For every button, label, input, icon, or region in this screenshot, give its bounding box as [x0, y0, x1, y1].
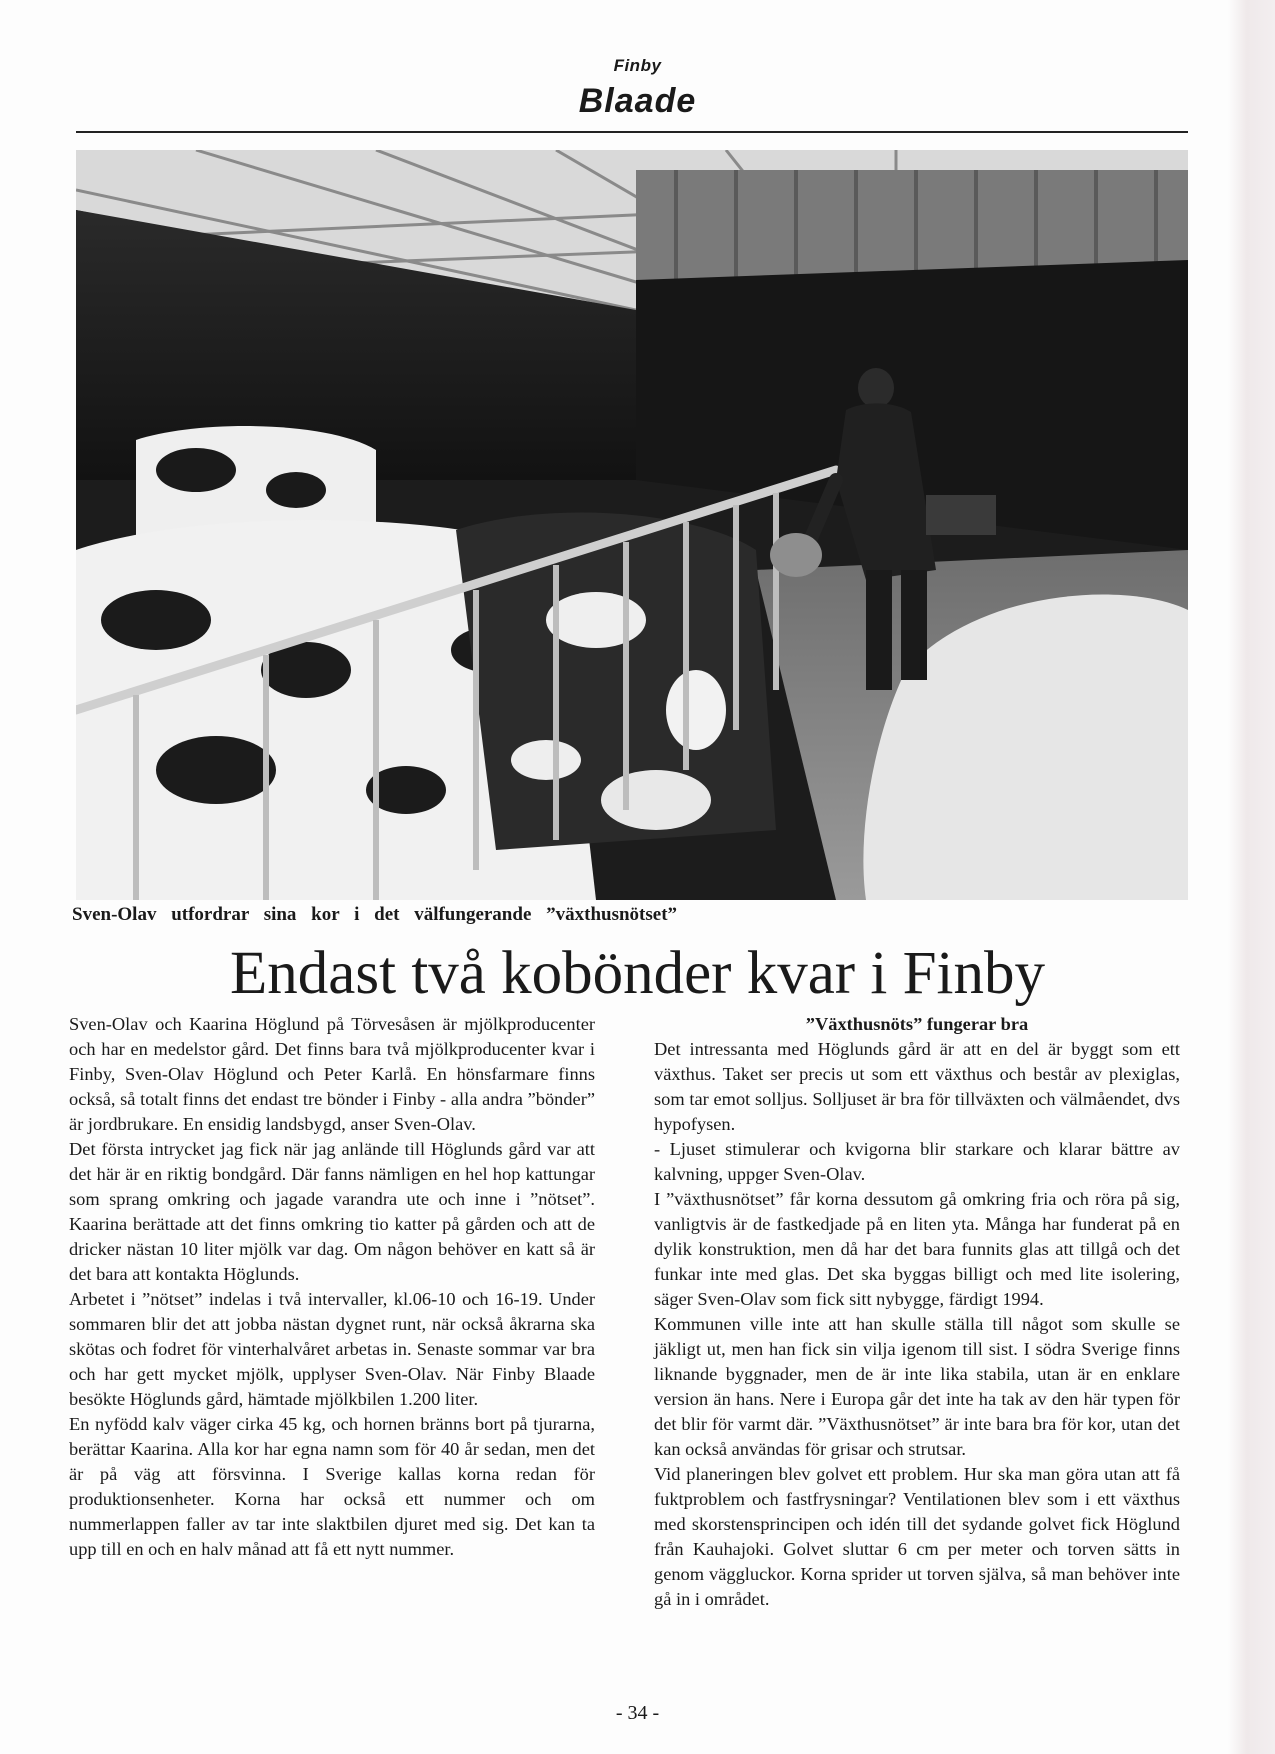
header-rule	[76, 131, 1188, 133]
article-headline: Endast två kobönder kvar i Finby	[230, 940, 1045, 1007]
paragraph: - Ljuset stimulerar och kvigorna blir starkare och klarar bättre av kalvning, uppger Sven-Olav.	[654, 1139, 1180, 1184]
page-edge-shadow	[1228, 0, 1275, 1754]
paragraph: En nyfödd kalv väger cirka 45 kg, och hornen bränns bort på tjurarna, berättar Kaarina. Alla kor har egna namn som för 40 år sedan, men det är på väg att försvinna. I Sverige kallas korna redan för produktionsenheter. Korna har också ett nummer och om nummerlappen faller av tar inte slaktbilen djuret med sig. Det kan ta upp till en och en halv månad att få ett nytt nummer.	[69, 1414, 595, 1559]
article-left-column	[69, 1012, 595, 1562]
paragraph: Det intressanta med Höglunds gård är att en del är byggt som ett växthus. Taket ser precis ut som ett växthus och består av plexiglas, som tar emot solljus. Solljuset är bra för tillväxten och välmåendet, dvs hypofysen.	[654, 1039, 1180, 1134]
section-subheading: ”Växthusnöts” fungerar bra	[805, 1014, 1029, 1034]
photo-caption: Sven-Olav utfordrar sina kor i det välfungerande ”växthusnötset”	[72, 904, 678, 925]
masthead-line-1: Finby	[613, 56, 662, 75]
paragraph: Arbetet i ”nötset” indelas i två intervaller, kl.06-10 och 16-19. Under sommaren blir det att jobba nästan dygnet runt, när också åkrarna ska skötas och fodret för vinterhalvåret arbetas in. Senaste sommar var bra och har gett mycket mjölk, upplyser Sven-Olav. När Finby Blaade besökte Höglunds gård, hämtade mjölkbilen 1.200 liter.	[69, 1289, 595, 1409]
article-right-column	[654, 1012, 1180, 1612]
masthead-line-2: Blaade	[578, 82, 697, 120]
paragraph: Det första intrycket jag fick när jag anlände till Höglunds gård var att det här är en riktig bondgård. Där fanns nämligen en hel hop kattungar som sprang omkring och jagade varandra ute och inne i ”nötset”. Kaarina berättade att det finns omkring tio katter på gården och att de dricker nästan 10 liter mjölk var dag. Om någon behöver en katt så är det bara att kontakta Höglunds.	[69, 1139, 595, 1284]
paragraph: Sven-Olav och Kaarina Höglund på Törvesåsen är mjölkproducenter och har en medelstor gård. Det finns bara två mjölkproducenter kvar i Finby, Sven-Olav Höglund och Peter Karlå. En hönsfarmare finns också, så totalt finns det endast tre bönder i Finby - alla andra ”bönder” är jordbrukare. En ensidig landsbygd, anser Sven-Olav.	[69, 1014, 595, 1134]
barn-photo	[76, 150, 1188, 900]
page-number: - 34 -	[615, 1702, 660, 1724]
paragraph: Kommunen ville inte att han skulle ställa till något som skulle se jäkligt ut, men han fick sin vilja igenom till sist. I södra Sverige finns liknande byggnader, men de är inte lika stabila, utan är en enklare version än hans. Nere i Europa går det inte ha tak av den här typen för det blir för varmt där. ”Växthusnötset” är inte bara bra för kor, utan det kan också användas för grisar och strutsar.	[654, 1314, 1180, 1459]
paragraph: I ”växthusnötset” får korna dessutom gå omkring fria och röra på sig, vanligtvis är de fastkedjade på en liten yta. Många har funderat på en dylik konstruktion, men då har det bara funnits glas att tillgå och det funkar inte med glas. Det ska byggas billigt och med lite isolering, säger Sven-Olav som fick sitt nybygge, färdigt 1994.	[654, 1189, 1180, 1309]
paragraph: Vid planeringen blev golvet ett problem. Hur ska man göra utan att få fuktproblem och fastfrysningar? Ventilationen blev som i ett växthus med skorstensprincipen och idén till det sydande golvet fick Höglund från Kauhajoki. Golvet sluttar 6 cm per meter och torven sätts in genom väggluckor. Korna sprider ut torven själva, så man behöver inte gå in i området.	[654, 1464, 1180, 1609]
